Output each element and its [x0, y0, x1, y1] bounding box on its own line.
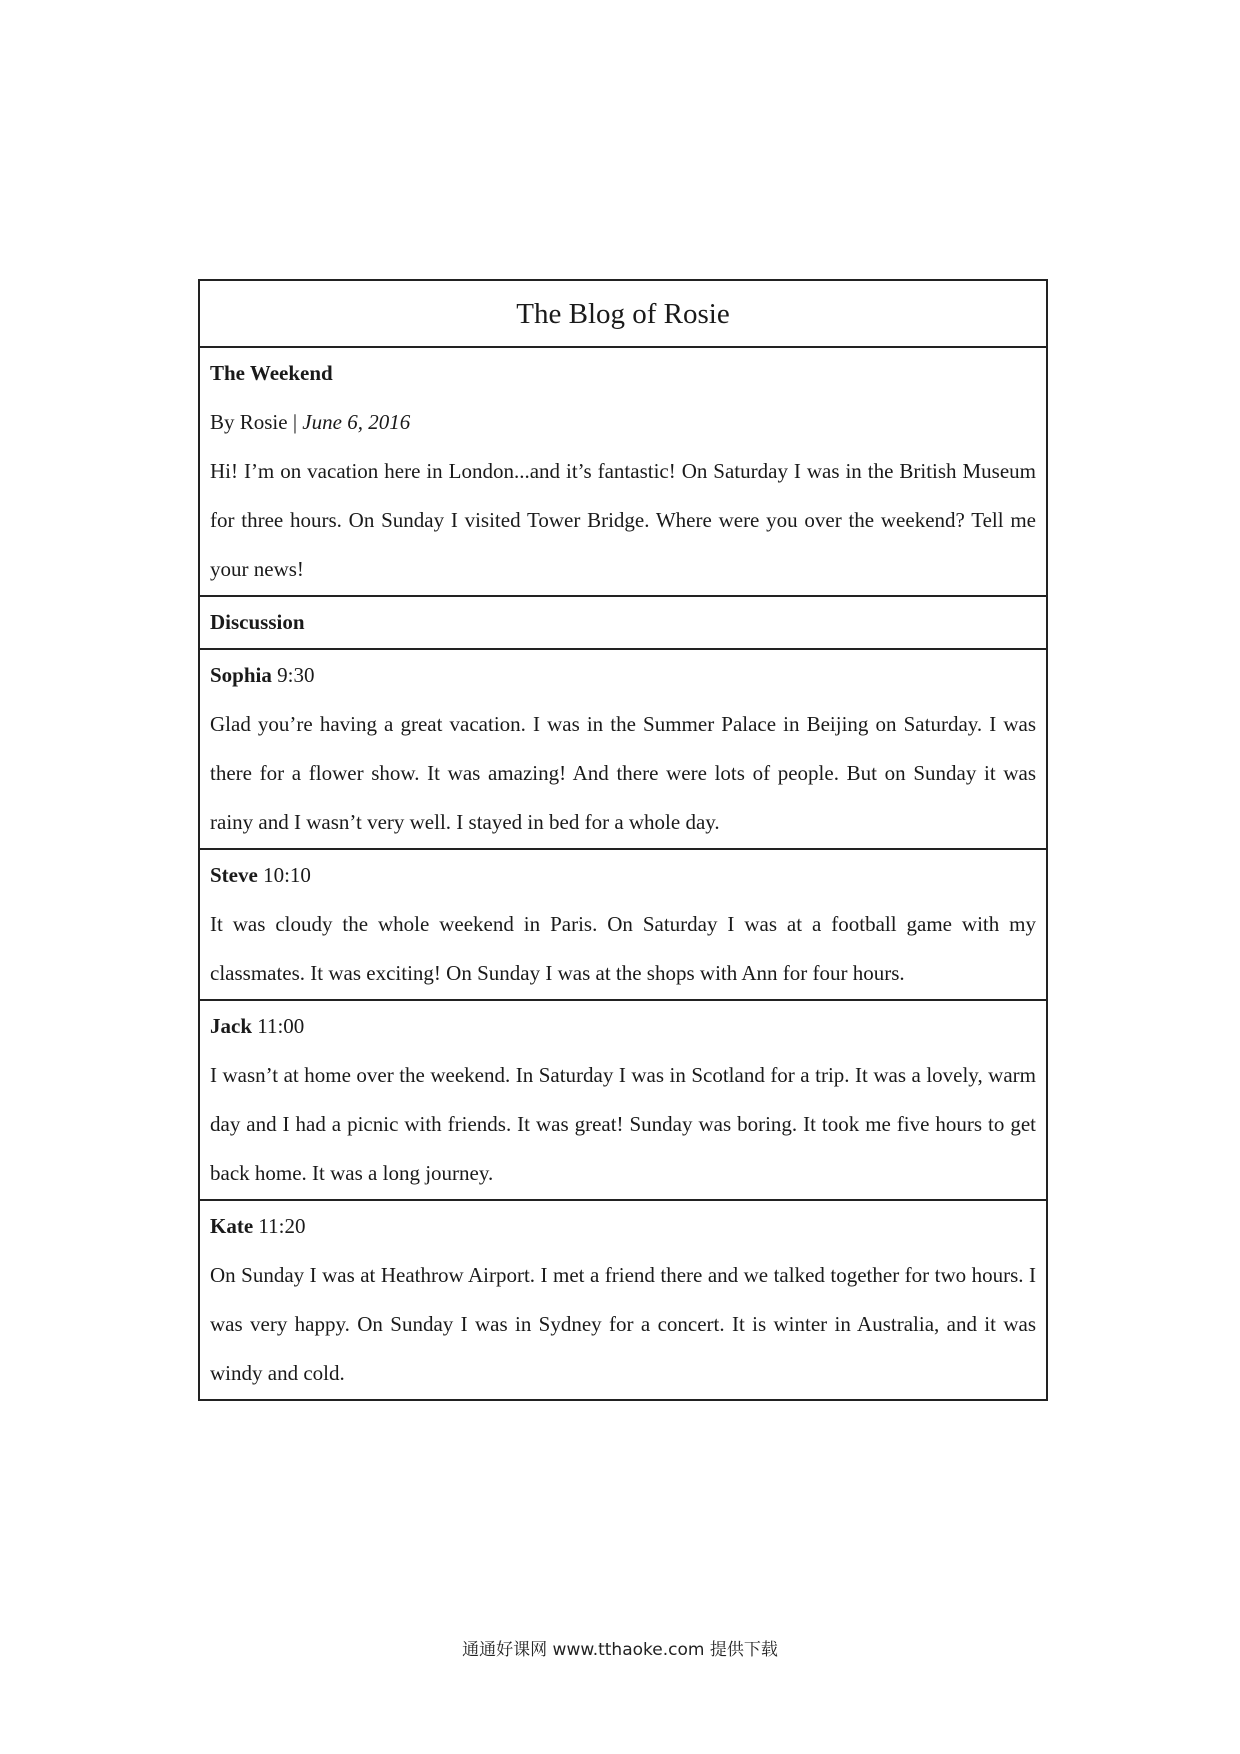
post-byline — [210, 398, 1036, 447]
footer-watermark: 通通好课网 www.tthaoke.com 提供下载 — [462, 1640, 778, 1660]
comment-row — [199, 649, 1047, 849]
comment-time: 11:20 — [253, 1214, 306, 1238]
comment-row — [199, 849, 1047, 1000]
comment-cell — [199, 1200, 1047, 1400]
post-row — [199, 347, 1047, 596]
comment-header — [210, 851, 1036, 900]
discussion-cell — [199, 596, 1047, 649]
post-heading: The Weekend — [210, 361, 333, 385]
blog-title: The Blog of Rosie — [199, 280, 1047, 347]
discussion-label: Discussion — [210, 610, 305, 634]
comment-text: It was cloudy the whole weekend in Paris. On Saturday I was at a football game with my classmates. It was exciting! On Sunday I was at the shops with Ann for four hours. — [210, 912, 1036, 985]
comment-text: I wasn’t at home over the weekend. In Saturday I was in Scotland for a trip. It was a lovely, warm day and I had a picnic with friends. It was great! Sunday was boring. It took me five hours to get back home. It was a long journey. — [210, 1063, 1036, 1185]
comment-row — [199, 1200, 1047, 1400]
comment-cell — [199, 849, 1047, 1000]
comment-text: Glad you’re having a great vacation. I was in the Summer Palace in Beijing on Saturday. I was there for a flower show. It was amazing! And there were lots of people. But on Sunday it was rainy and I wasn’t very well. I stayed in bed for a whole day. — [210, 712, 1036, 834]
comment-header — [210, 1002, 1036, 1051]
comment-cell — [199, 1000, 1047, 1200]
comment-author: Kate — [210, 1214, 254, 1238]
comment-time: 11:00 — [252, 1014, 305, 1038]
comment-time: 9:30 — [271, 663, 315, 687]
comment-author: Sophia — [210, 663, 272, 687]
comment-author: Jack — [210, 1014, 252, 1038]
comment-text: On Sunday I was at Heathrow Airport. I met a friend there and we talked together for two hours. I was very happy. On Sunday I was in Sydney for a concert. It is winter in Australia, and it was windy and cold. — [210, 1263, 1036, 1385]
comment-cell — [199, 649, 1047, 849]
comment-header — [210, 651, 1036, 700]
byline-author: By Rosie | — [210, 410, 303, 434]
discussion-row — [199, 596, 1047, 649]
title-row — [199, 280, 1047, 347]
post-date: June 6, 2016 — [302, 410, 411, 434]
post-cell — [199, 347, 1047, 596]
comment-header — [210, 1202, 1036, 1251]
comment-row — [199, 1000, 1047, 1200]
comment-time: 10:10 — [257, 863, 311, 887]
comment-author: Steve — [210, 863, 258, 887]
blog-table — [198, 279, 1048, 1401]
post-body: Hi! I’m on vacation here in London...and it’s fantastic! On Saturday I was in the British Museum for three hours. On Sunday I visited Tower Bridge. Where were you over the weekend? Tell me your news! — [210, 459, 1036, 581]
